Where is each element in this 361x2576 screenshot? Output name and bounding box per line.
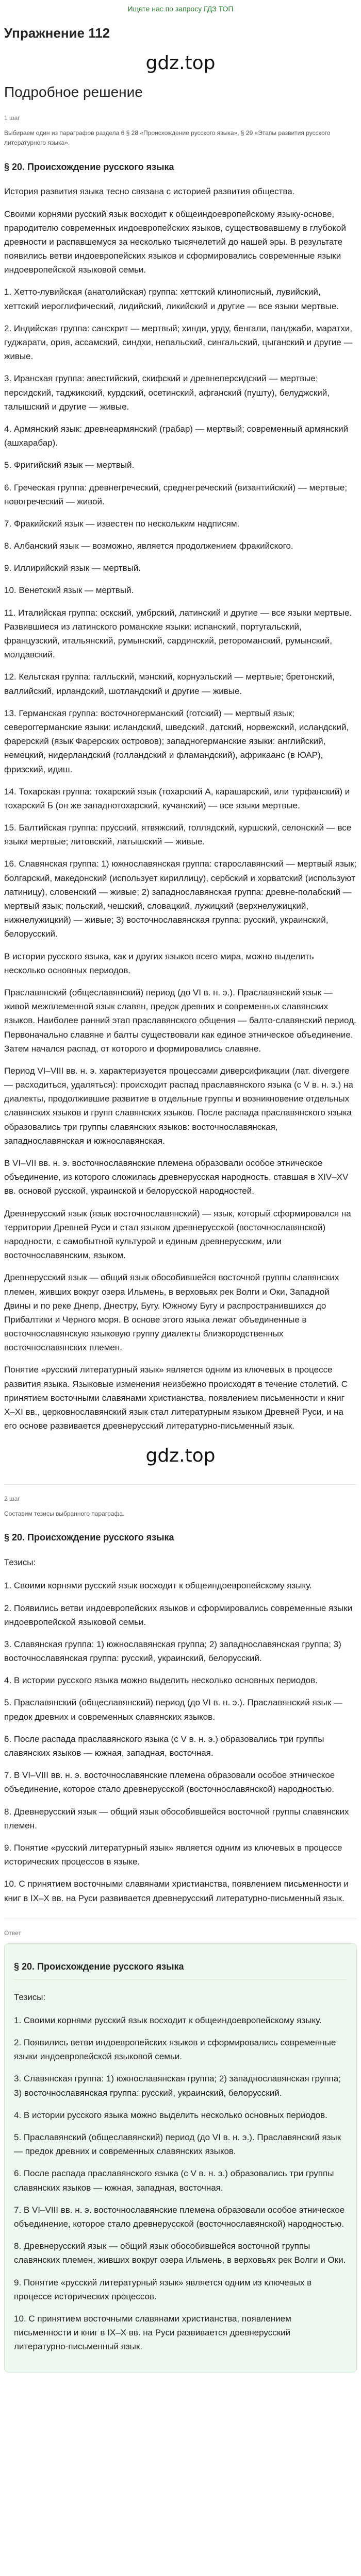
paras-item: 15. Балтийская группа: прусский, ятвяжский, голлядский, куршский, селонский — все языки мертвые; литовский, латышский — живые. xyxy=(4,823,352,847)
divider xyxy=(4,1484,357,1485)
theses-item: 6. После распада праславянского языка (с V в. н. э.) образовались три группы славянских языков — южная, западная, восточная. xyxy=(4,1734,324,1758)
answer-theses-item: 2. Появились ветви индоевропейских языков и сформировались современные языки индоевропейской языковой семьи. xyxy=(14,2038,336,2062)
paras-item: История развития языка тесно связана с историей развития общества. xyxy=(4,187,295,197)
step-1-text: Выбираем один из параграфов раздела 6 § 28 «Происхождение русского языка», § 29 «Этапы развития русского литературного языка». xyxy=(4,129,331,147)
answer-theses-item: 6. После распада праславянского языка (с V в. н. э.) образовались три группы славянских языков — южная, западная, восточная. xyxy=(14,2168,334,2193)
paras-item: В VI–VII вв. н. э. восточнославянские племена образовали особое этническое объединение, из которого сложилась древнерусская народность, ставшая в XIV–XV вв. основой русской, украинской и белорусской народностей. xyxy=(4,1158,349,1196)
page-content xyxy=(0,23,361,2372)
paras-item: 1. Хетто-лувийская (анатолийская) группа: хеттский клинописный, лувийский, хеттский иероглифический, лидийский, ликийский и другие — все языки мертвые. xyxy=(4,287,339,311)
theses-item: 1. Своими корнями русский язык восходит к общеиндоевропейскому языку. xyxy=(4,1581,312,1591)
paras-item: 6. Греческая группа: древнегреческий, среднегреческий (византийский) — мертвые; новогреческий — живой. xyxy=(4,482,348,506)
paras-item: Период VI–VIII вв. н. э. характеризуется процессами диверсификации (лат. divergere — расходиться, удаляться): происходит распад праславянского языка (с V в. н. э.) на диалекты, продолжившие развитие в отдельные группы и возникновение отдельных славянских языков и групп славянских языков. После распада праславянского языка образовались три группы славянских языков: восточнославянская, западнославянская и южнославянская. xyxy=(4,1065,353,1146)
paras-item: Своими корнями русский язык восходит к общеиндоевропейскому языку-основе, прародителю современных индоевропейских языков, существовавшему в глубокой древности и распавшемуся за несколько тысячелетий до нашей эры. В результате появились ветви индоевропейских языков и сформировались современные языки индоевропейской языковой семьи. xyxy=(4,209,346,275)
answer-theses-item: 8. Древнерусский язык — общий язык обособившейся восточной группы славянских племен, живших вокруг озера Ильмень, в верховьях рек Волги и Оки. xyxy=(14,2241,346,2265)
paras-item: 11. Италийская группа: оскский, умбрский, латинский и другие — все языки мертвые. Развившиеся из латинского романские языки: испанский, португальский, французский, итальянский, румынский, сардинский, ретороманский, румынский, молдавский. xyxy=(4,607,352,660)
paras-item: 13. Германская группа: восточногерманский (готский) — мертвый язык; североггерманские языки: исландский, шведский, датский, норвежский, исландский, фарерский (язык Фарерских островов); западногерманские языки: английский, немецкий, нидерландский (голландский и фламандский), африкаанс (в ЮАР), фризский, идиш. xyxy=(4,708,349,774)
watermark: gdz.top xyxy=(145,1445,216,1467)
paras-item: В истории русского языка, как и других языков всего мира, можно выделить несколько основных периодов. xyxy=(4,951,314,975)
theses-list xyxy=(4,1579,357,1905)
section-paragraphs xyxy=(4,184,357,1433)
theses-item: 2. Появились ветви индоевропейских языков и сформировались современные языки индоевропейской языковой семьи. xyxy=(4,1603,353,1627)
answer-theses-item: 7. В VI–VIII вв. н. э. восточнославянские племена образовали особое этническое объединение, которое стало древнерусской (восточнославянской) народностью. xyxy=(14,2205,345,2229)
paras-item: 4. Армянский язык: древнеармянский (грабар) — мертвый; современный армянский (ашхарабар). xyxy=(4,423,349,448)
answer-title: § 20. Происхождение русского языка xyxy=(14,1959,347,1980)
answer-theses-item: 3. Славянская группа: 1) южнославянская группа; 2) западнославянская группа; 3) восточнославянская группа: русский, украинский, белорусский. xyxy=(14,2074,341,2098)
section-title: § 20. Происхождение русского языка xyxy=(4,161,174,172)
paras-item: 9. Иллирийский язык — мертвый. xyxy=(4,563,141,573)
paras-item: 5. Фригийский язык — мертвый. xyxy=(4,460,135,470)
theses-heading: Тезисы: xyxy=(4,1557,36,1568)
theses-item: 4. В истории русского языка можно выделить несколько основных периодов. xyxy=(4,1675,318,1686)
solution-heading: Подробное решение xyxy=(4,84,143,100)
answer-theses-item: 4. В истории русского языка можно выделить несколько основных периодов. xyxy=(14,2110,327,2120)
paras-item: Праславянский (общеславянский) период (до VI в. н. э.). Праславянский язык — живой межплеменной язык славян, предок древних и современных славянских языков. Наиболее ранний этап праславянского общения — балто-славянский период. Первоначально славяне и балты существовали как единое этническое объединение. Затем начался распад, от которого и формировались славяне. xyxy=(4,987,356,1054)
theses-item: 7. В VI–VIII вв. н. э. восточнославянские племена образовали особое этническое объединение, которое стало древнерусской (восточнославянской) народностью. xyxy=(4,1770,335,1794)
top-search-link[interactable]: Ищете нас по запросу ГДЗ ТОП xyxy=(127,5,234,13)
paras-item: 3. Иранская группа: авестийский, скифский и древнеперсидский — мертвые; персидский, таджикский, курдский, осетинский, афганский (пушту), белуджский, талышский и другие — живые. xyxy=(4,374,330,412)
paras-item: Древнерусский язык (язык восточнославянский) — язык, который сформировался на территории Древней Руси и стал языком древнерусской (восточнославянской) народности, с самобытной культурой и единым древнерусским, или восточнославянским, языком. xyxy=(4,1208,351,1261)
theses-item: 3. Славянская группа: 1) южнославянская группа; 2) западнославянская группа; 3) восточнославянская группа: русский, украинский, белорусский. xyxy=(4,1639,341,1664)
step-2-label: 2 шаг xyxy=(4,1495,20,1502)
theses-item: 5. Праславянский (общеславянский) период (до VI в. н. э.). Праславянский язык — предок древних и современных славянских языков. xyxy=(4,1698,342,1722)
paras-item: 12. Кельтская группа: галльский, мэнский, корнуэльский — мертвые; бретонский, валлийский, ирландский, шотландский и другие — живые. xyxy=(4,672,335,696)
paras-item: 10. Венетский язык — мертвый. xyxy=(4,585,134,596)
answer-label: Ответ xyxy=(4,1929,21,1937)
answer-theses-item: 10. С принятием восточными славянами христианства, появлением письменности и книг в IX–X вв. на Руси развивается древнерусский литературно-письменный язык. xyxy=(14,2313,291,2352)
answer-theses-item: 5. Праславянский (общеславянский) период (до VI в. н. э.). Праславянский язык — предок древних и современных славянских языков. xyxy=(14,2132,341,2157)
answer-theses-list xyxy=(14,2013,347,2354)
answer-theses-item: 1. Своими корнями русский язык восходит к общеиндоевропейскому языку. xyxy=(14,2015,322,2025)
paras-item: 8. Албанский язык — возможно, является продолжением фракийского. xyxy=(4,541,293,551)
paras-item: Древнерусский язык — общий язык обособившейся восточной группы славянских племен, живших вокруг озера Ильмень, в верховьях рек Волги и Оки, Западной Двины и по реке Днепр, Днестру, Бугу. Южному Бугу и распространившихся до Прибалтики и Черного моря. В основе этого языка лежат объединенные в восточнославянскую языковую группу диалекты близкородственных восточнославянских племен. xyxy=(4,1273,339,1353)
theses-item: 9. Понятие «русский литературный язык» является одним из ключевых в процессе исторических процессов в языке. xyxy=(4,1842,342,1867)
theses-item: 10. С принятием восточными славянами христианства, появлением письменности и книг в IX–X вв. на Руси развивается древнерусский литературно-письменный язык. xyxy=(4,1879,349,1903)
theses-title: § 20. Происхождение русского языка xyxy=(4,1532,174,1543)
step-2-text: Составим тезисы выбранного параграфа. xyxy=(4,1510,125,1518)
answer-box xyxy=(4,1943,357,2373)
theses-item: 8. Древнерусский язык — общий язык обособившейся восточной группы славянских племен. xyxy=(4,1806,349,1831)
paras-item: 7. Фракийский язык — известен по нескольким надписям. xyxy=(4,518,240,529)
paras-item: 2. Индийская группа: санскрит — мертвый; хинди, урду, бенгали, панджаби, маратхи, гуджарати, ория, ассамский, синдхи, непальский, сингальский, цыганский и другие — живые. xyxy=(4,323,353,362)
answer-theses-item: 9. Понятие «русский литературный язык» является одним из ключевых в процессе исторических процессов. xyxy=(14,2277,312,2301)
paras-item: Понятие «русский литературный язык» является одним из ключевых в процессе развития языка. Языковые изменения неизбежно происходят в течение столетий. С принятием восточными славянами христианства, появлением письменности и книг X–XI вв., церковнославянский язык стал литературным языком Древней Руси, и на его основе развивается древнерусский литературно-письменный язык. xyxy=(4,1365,348,1431)
paras-item: 14. Тохарская группа: тохарский язык (тохарский А, карашарский, или турфанский) и тохарский Б (он же западнотохарский, кучанский) — все языки мертвые. xyxy=(4,786,350,810)
paras-item: 16. Славянская группа: 1) южнославянская группа: старославянский — мертвый язык; болгарский, македонский (использует кириллицу), сербский и хорватский (используют латиницу), словенский — живые; 2) западнославянская группа: древне-полабский — мертвый язык; польский, чешский, словацкий, лужицкий (верхнелужицкий, нижнелужицкий) — живые; 3) восточнославянская группа: русский, украинский, белорусский. xyxy=(4,859,357,939)
watermark: gdz.top xyxy=(145,52,216,74)
answer-theses-heading: Тезисы: xyxy=(14,1992,46,2002)
step-1-label: 1 шаг xyxy=(4,114,20,122)
page-title: Упражнение 112 xyxy=(4,25,110,41)
